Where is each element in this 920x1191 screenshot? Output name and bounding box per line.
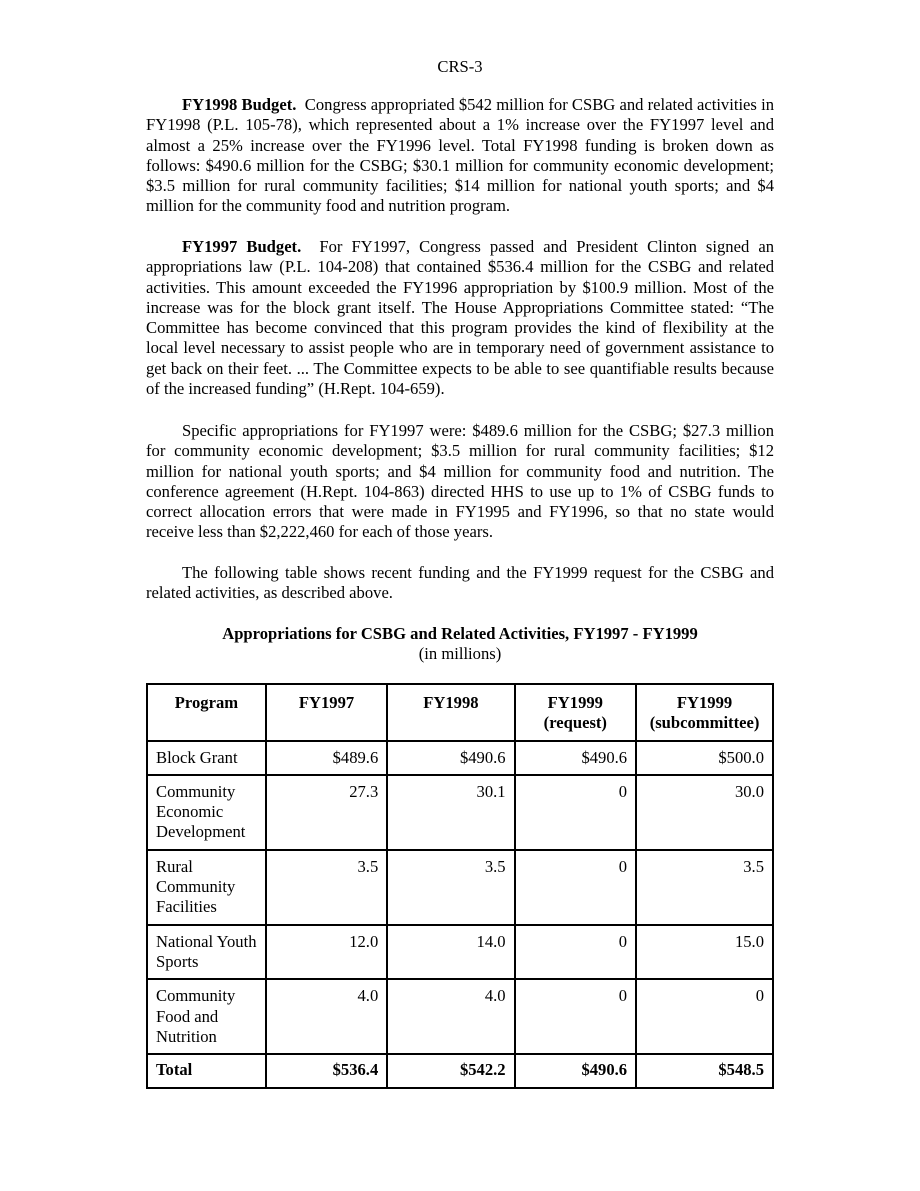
header-fy1999-subcommittee (636, 684, 773, 741)
paragraph-fy1997-budget (146, 237, 774, 399)
header-program: Program (147, 684, 266, 741)
header-line: (request) (543, 713, 607, 733)
paragraph-text: The following table shows recent funding and the FY1999 request for the CSBG and related activities, as described above. (146, 563, 774, 603)
page-number: CRS-3 (437, 57, 483, 76)
paragraph-fy1998-budget (146, 95, 774, 217)
paragraph-lead: FY1998 Budget. (182, 95, 297, 114)
paragraph-specific-appropriations (146, 421, 774, 543)
table-row (147, 741, 773, 775)
paragraph-lead: FY1997 Budget. (182, 237, 302, 256)
cell-fy1998: $542.2 (387, 1054, 514, 1087)
header-fy1997: FY1997 (266, 684, 387, 741)
paragraph-text: For FY1997, Congress passed and President Clinton signed an appropriations law (P.L. 104-208) that contained $536.4 million for the CSBG and related activities. This amount exceeded the FY1996 appropriation by $100.9 million. Most of the increase was for the block grant itself. The House Appropriations Committee stated: “The Committee has become convinced that this program provides the kind of flexibility at the local level necessary to assist people who are in temporary need of government assistance to get back on their feet. ... The Committee expects to be able to see quantifiable results because of the increased funding” (H.Rept. 104-659). (146, 237, 774, 399)
cell-fy1999-request: 0 (515, 925, 637, 980)
cell-program: Rural Community Facilities (147, 850, 266, 925)
cell-fy1998: 3.5 (387, 850, 514, 925)
paragraph-table-intro (146, 563, 774, 604)
cell-fy1999-subcommittee: $500.0 (636, 741, 773, 775)
cell-fy1999-subcommittee: 15.0 (636, 925, 773, 980)
cell-fy1997: 3.5 (266, 850, 387, 925)
cell-fy1999-request: $490.6 (515, 741, 637, 775)
table-row (147, 979, 773, 1054)
cell-program: National Youth Sports (147, 925, 266, 980)
header-line: (subcommittee) (649, 713, 760, 733)
table-caption (146, 624, 774, 664)
cell-fy1999-request: $490.6 (515, 1054, 637, 1087)
table-header-row (147, 684, 773, 741)
cell-fy1999-request: 0 (515, 775, 637, 850)
table-subtitle: (in millions) (418, 644, 502, 663)
header-fy1999-request (515, 684, 637, 741)
cell-fy1999-subcommittee: 3.5 (636, 850, 773, 925)
cell-fy1999-request: 0 (515, 850, 637, 925)
cell-fy1997: $489.6 (266, 741, 387, 775)
cell-fy1998: 30.1 (387, 775, 514, 850)
cell-fy1999-subcommittee: 30.0 (636, 775, 773, 850)
cell-program: Total (147, 1054, 266, 1087)
paragraph-text: Congress appropriated $542 million for CSBG and related activities in FY1998 (P.L. 105-78), which represented about a 1% increase over the FY1997 level and almost a 25% increase over the FY1996 level. Total FY1998 funding is broken down as follows: $490.6 million for the CSBG; $30.1 million for community economic development; $3.5 million for rural community facilities; $14 million for national youth sports; and $4 million for the community food and nutrition program. (146, 95, 774, 216)
header-line: FY1999 (676, 693, 733, 712)
header-line: FY1999 (547, 693, 603, 712)
table-total-row (147, 1054, 773, 1087)
table-row (147, 925, 773, 980)
cell-fy1997: 4.0 (266, 979, 387, 1054)
paragraph-text: Specific appropriations for FY1997 were: $489.6 million for the CSBG; $27.3 million for community economic development; $3.5 million for rural community facilities; $12 million for national youth sports; and $4 million for community food and nutrition. The conference agreement (H.Rept. 104-863) directed HHS to use up to 1% of CSBG funds to correct allocation errors that were made in FY1995 and FY1996, so that no state would receive less than $2,222,460 for each of those years. (146, 421, 774, 542)
table-title: Appropriations for CSBG and Related Activities, FY1997 - FY1999 (222, 624, 698, 643)
cell-fy1998: 14.0 (387, 925, 514, 980)
cell-fy1997: 12.0 (266, 925, 387, 980)
cell-fy1998: 4.0 (387, 979, 514, 1054)
table-row (147, 775, 773, 850)
cell-program: Community Food and Nutrition (147, 979, 266, 1054)
table-row (147, 850, 773, 925)
appropriations-table (146, 683, 774, 1089)
cell-fy1999-subcommittee: 0 (636, 979, 773, 1054)
cell-fy1998: $490.6 (387, 741, 514, 775)
cell-program: Block Grant (147, 741, 266, 775)
cell-fy1997: 27.3 (266, 775, 387, 850)
header-fy1998: FY1998 (387, 684, 514, 741)
cell-fy1999-request: 0 (515, 979, 637, 1054)
cell-program: Community Economic Development (147, 775, 266, 850)
cell-fy1999-subcommittee: $548.5 (636, 1054, 773, 1087)
cell-fy1997: $536.4 (266, 1054, 387, 1087)
